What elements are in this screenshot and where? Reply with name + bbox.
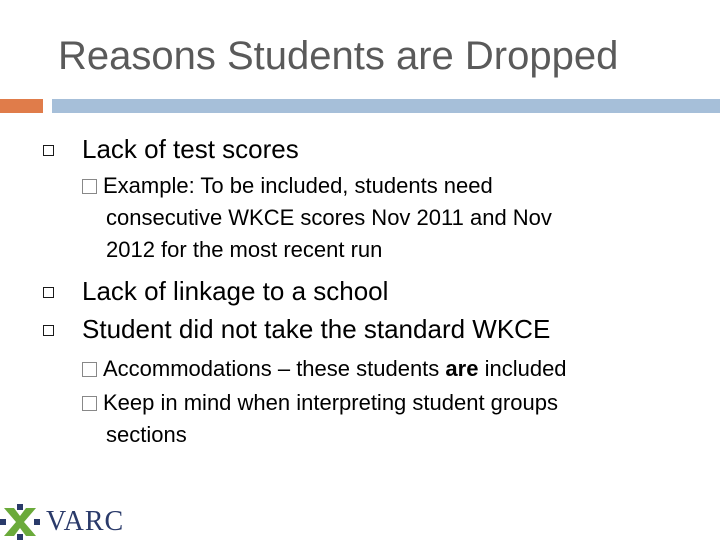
sub-bullet-box-icon bbox=[82, 179, 97, 194]
title-rule-accent bbox=[0, 99, 43, 113]
bullet-square-icon bbox=[43, 325, 54, 336]
varc-logo-text: VARC bbox=[46, 506, 125, 537]
bullet-item-standard-wkce: Student did not take the standard WKCE bbox=[82, 314, 551, 344]
bullet-item-test-scores: Lack of test scores bbox=[82, 134, 299, 164]
sub-bullet-example-line3: 2012 for the most recent run bbox=[106, 237, 383, 262]
slide-title: Reasons Students are Dropped bbox=[58, 34, 619, 78]
sub-bullet-accommodations bbox=[82, 353, 702, 385]
sub-bullet-example-line1: Example: To be included, students need bbox=[103, 173, 493, 198]
bullet-square-icon bbox=[43, 145, 54, 156]
bullet-square-icon bbox=[43, 287, 54, 298]
sub-bullet-keep-in-mind bbox=[82, 387, 702, 451]
title-rule bbox=[52, 99, 720, 113]
sub-bullet-accommodations-emphasis: are bbox=[445, 356, 479, 381]
varc-logo-mark-icon bbox=[0, 502, 40, 542]
sub-bullet-accommodations-suffix: included bbox=[478, 356, 567, 381]
sub-bullet-box-icon bbox=[82, 396, 97, 411]
bullet-item-linkage: Lack of linkage to a school bbox=[82, 276, 389, 306]
varc-logo bbox=[0, 500, 124, 544]
sub-bullet-keep-line2: sections bbox=[106, 422, 187, 447]
sub-bullet-keep-line1: Keep in mind when interpreting student groups bbox=[103, 390, 558, 415]
sub-bullet-example-line2: consecutive WKCE scores Nov 2011 and Nov bbox=[106, 205, 552, 230]
sub-bullet-box-icon bbox=[82, 362, 97, 377]
sub-bullet-accommodations-prefix: Accommodations – these students bbox=[103, 356, 446, 381]
sub-bullet-example bbox=[82, 170, 682, 266]
